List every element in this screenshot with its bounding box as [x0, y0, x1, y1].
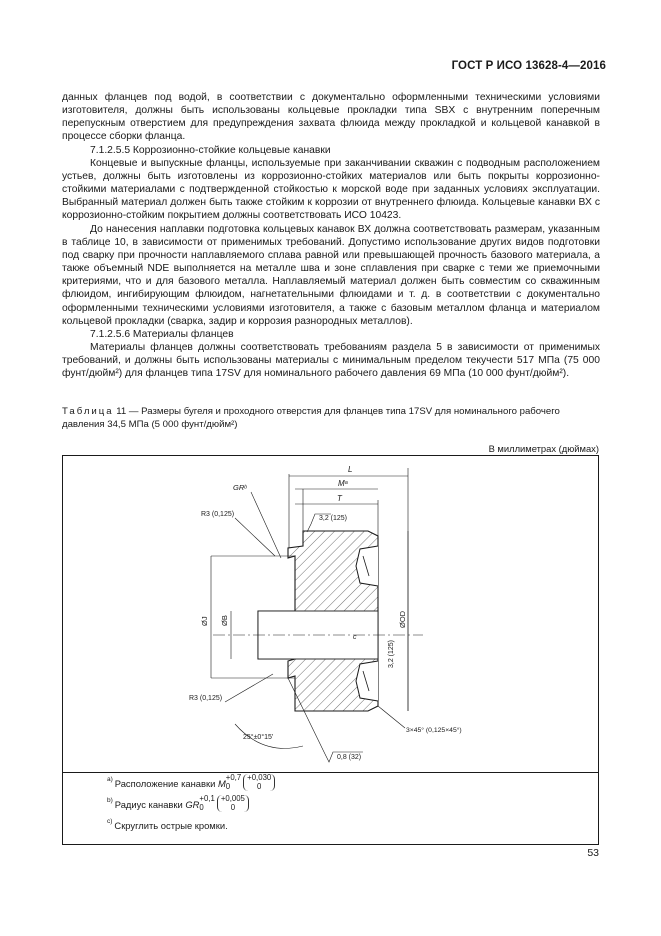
flange-cross-section-svg [63, 456, 598, 772]
note-c: $^{c)}$ Скруглить острые кромки. [107, 818, 228, 831]
note-a: $^{a)}$ Расположение канавки M +0,7 0 +0,030 0 [107, 778, 275, 799]
paragraph-3: До нанесения наплавки подготовка кольцевых канавок ВХ должна соответствовать размерам, указанным в таблице 10, в зависимости от применимых требований. Допустимо использование других видов подготовки под сварку при прочности наплавляемого сплава равной или превышающей прочность базового материала, а также объемный NDE выполняется на металле шва и зоне сплавления при сварке с теми же приемочными критериями, что и для базового металла. Наплавляемый материал должен быть совместим со скважинным флюидом, ингибирующим флюидом, нагнетательными флюидами и т. д. в соответствии с документально оформленными техническими условиями изготовителя, а также с базовым металлом фланца и материалом кольцевой прокладки (сварка, задир и коррозия разнородных металлов). [62, 223, 600, 327]
roughness-top: 3,2 (125) [319, 515, 348, 522]
dim-M: Mᵃ [338, 479, 348, 488]
table-notes [107, 773, 275, 841]
roughness-right: 3,2 (125) [388, 639, 395, 668]
table-caption-label: Таблица [62, 406, 114, 417]
dim-J: ØJ [200, 616, 209, 626]
note-b: $^{b)}$ Радиус канавки GR +0,1 0 +0,005 0 [107, 799, 275, 820]
label-angle: 25°±0°15' [243, 734, 274, 741]
standard-header: ГОСТ Р ИСО 13628-4—2016 [451, 60, 606, 72]
ring-groove-top [356, 546, 378, 586]
table-caption [62, 406, 600, 431]
label-R3-top: R3 (0,125) [201, 511, 235, 518]
dimension-table [62, 455, 599, 845]
table-caption-text: 11 — Размеры бугеля и проходного отверстия для фланцев типа 17SV для номинального рабочего давления 34,5 МПа (5 000 фунт/дюйм²) [62, 406, 560, 430]
units-label: В миллиметрах (дюймах) [488, 443, 599, 454]
roughness-bottom: 0,8 (32) [337, 754, 362, 761]
label-GR: GRᵇ [233, 483, 247, 492]
paragraph-4: Материалы фланцев должны соответствовать требованиям раздела 5 в зависимости от применимых требований, и должны быть использованы материалы с минимальным пределом текучести 517 МПа (75 000 фунт/дюйм²) для фланцев типа 17SV для номинального рабочего давления 69 МПа (10 000 фунт/дюйм²). [62, 341, 600, 380]
dim-OD: ØOD [398, 610, 407, 628]
paragraph-2: Концевые и выпускные фланцы, используемые при заканчивании скважин с подводным расположением устьев, должны быть изготовлены из коррозионно-стойких материалов или быть покрыты коррозионно-стойкими материалами с подтвержденной стойкостью к морской воде при заданных условиях эксплуатации. Выбранный материал должен быть также стойким к коррозии от внутреннего флюида. Кольцевые канавки ВХ с коррозионно-стойким покрытием должны соответствовать ИСО 10423. [62, 157, 600, 222]
paragraph-1: данных фланцев под водой, в соответствии с документально оформленными техническими условиями изготовителя, должны быть использованы кольцевые прокладки типа SBX с внутренним поперечным перепускным отверстием для предупреждения захвата флюида между прокладкой и кольцевой канавкой в процессе сборки фланца. [62, 92, 600, 143]
page-number: 53 [587, 847, 599, 859]
label-c: c [353, 634, 357, 641]
section-heading-7-1-2-5-6: 7.1.2.5.6 Материалы фланцев [90, 328, 234, 340]
flange-drawing [63, 456, 598, 773]
section-heading-7-1-2-5-5: 7.1.2.5.5 Коррозионно-стойкие кольцевые канавки [90, 144, 331, 156]
dim-L: L [348, 465, 353, 474]
dim-B: ØB [220, 615, 229, 626]
label-chamfer: 3×45° (0,125×45°) [406, 727, 462, 734]
label-R3-bottom: R3 (0,125) [189, 695, 223, 702]
dim-T: T [337, 494, 342, 503]
ring-groove-bottom [356, 661, 378, 701]
body-text [62, 91, 600, 380]
